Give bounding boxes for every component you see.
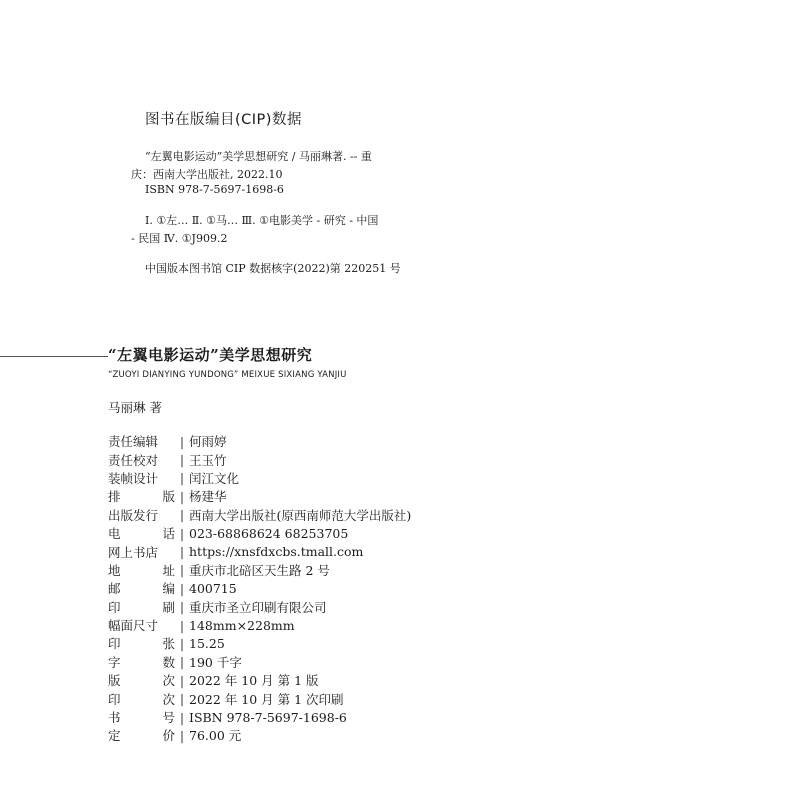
imprint-separator: | bbox=[179, 562, 185, 578]
imprint-label-part: 书 bbox=[108, 710, 121, 726]
imprint-separator: | bbox=[179, 654, 185, 670]
imprint-label-part: 定 bbox=[108, 728, 121, 744]
imprint-row bbox=[108, 634, 668, 652]
imprint-label bbox=[108, 469, 175, 487]
book-title-pinyin: “ZUOYI DIANYING YUNDONG” MEIXUE SIXIANG YANJIU bbox=[108, 370, 347, 380]
imprint-value: 重庆市北碚区天生路 2 号 bbox=[189, 562, 330, 578]
imprint-separator: | bbox=[179, 691, 185, 707]
cip-line-4: Ⅰ. ①左… Ⅱ. ①马… Ⅲ. ①电影美学 - 研究 - 中国 bbox=[145, 214, 379, 227]
imprint-label-part: 出版发行 bbox=[108, 507, 159, 523]
imprint-value: 190 千字 bbox=[189, 654, 242, 670]
imprint-row bbox=[108, 506, 668, 524]
imprint-value: https://xnsfdxcbs.tmall.com bbox=[189, 544, 364, 560]
imprint-list bbox=[108, 432, 668, 745]
imprint-value: 023-68868624 68253705 bbox=[189, 525, 349, 541]
imprint-label bbox=[108, 634, 175, 652]
imprint-row bbox=[108, 487, 668, 505]
imprint-label-part: 网上书店 bbox=[108, 544, 159, 560]
imprint-separator: | bbox=[179, 599, 185, 615]
imprint-label-part: 编 bbox=[162, 581, 175, 597]
imprint-label-part: 印 bbox=[108, 636, 121, 652]
imprint-separator: | bbox=[179, 709, 185, 725]
imprint-label bbox=[108, 561, 175, 579]
imprint-label bbox=[108, 598, 175, 616]
imprint-separator: | bbox=[179, 544, 185, 560]
book-author: 马丽琳 著 bbox=[108, 400, 162, 415]
imprint-row bbox=[108, 616, 668, 634]
imprint-label-part: 价 bbox=[162, 728, 175, 744]
imprint-separator: | bbox=[179, 672, 185, 688]
cip-line-6: 中国版本图书馆 CIP 数据核字(2022)第 220251 号 bbox=[145, 262, 401, 275]
imprint-label-part: 次 bbox=[162, 673, 175, 689]
imprint-value: 148mm×228mm bbox=[189, 617, 295, 633]
imprint-value: 2022 年 10 月 第 1 版 bbox=[189, 673, 319, 689]
imprint-label bbox=[108, 543, 175, 561]
imprint-value: 15.25 bbox=[189, 635, 225, 651]
imprint-separator: | bbox=[179, 452, 185, 468]
imprint-label bbox=[108, 432, 175, 450]
imprint-value: 重庆市圣立印刷有限公司 bbox=[189, 599, 327, 615]
imprint-label bbox=[108, 579, 175, 597]
imprint-label-part: 印 bbox=[108, 599, 121, 615]
imprint-row bbox=[108, 450, 668, 468]
imprint-label-part: 电 bbox=[108, 526, 121, 542]
imprint-row bbox=[108, 469, 668, 487]
imprint-separator: | bbox=[179, 635, 185, 651]
imprint-label-part: 址 bbox=[162, 562, 175, 578]
imprint-label-part: 责任编辑 bbox=[108, 434, 159, 450]
imprint-value: 76.00 元 bbox=[189, 728, 242, 744]
imprint-row bbox=[108, 579, 668, 597]
imprint-label-part: 幅面尺寸 bbox=[108, 618, 159, 634]
imprint-value: 西南大学出版社(原西南师范大学出版社) bbox=[189, 507, 412, 523]
imprint-row bbox=[108, 598, 668, 616]
imprint-label-part: 排 bbox=[108, 489, 121, 505]
imprint-label-part: 版 bbox=[108, 673, 121, 689]
imprint-value: 杨建华 bbox=[189, 489, 227, 505]
imprint-row bbox=[108, 524, 668, 542]
imprint-label-part: 装帧设计 bbox=[108, 470, 159, 486]
imprint-separator: | bbox=[179, 525, 185, 541]
imprint-separator: | bbox=[179, 470, 185, 486]
imprint-label-part: 号 bbox=[162, 710, 175, 726]
imprint-label bbox=[108, 690, 175, 708]
cip-heading: 图书在版编目(CIP)数据 bbox=[145, 112, 302, 128]
imprint-row bbox=[108, 561, 668, 579]
imprint-row bbox=[108, 542, 668, 560]
imprint-label-part: 地 bbox=[108, 562, 121, 578]
imprint-row bbox=[108, 708, 668, 726]
imprint-label bbox=[108, 726, 175, 744]
imprint-label-part: 话 bbox=[162, 526, 175, 542]
title-divider-rule bbox=[0, 356, 108, 357]
book-title: “左翼电影运动”美学思想研究 bbox=[108, 346, 313, 364]
imprint-separator: | bbox=[179, 433, 185, 449]
cip-line-2: 庆：西南大学出版社, 2022.10 bbox=[131, 168, 283, 181]
imprint-separator: | bbox=[179, 507, 185, 523]
imprint-separator: | bbox=[179, 727, 185, 743]
imprint-value: 2022 年 10 月 第 1 次印刷 bbox=[189, 691, 344, 707]
imprint-label bbox=[108, 524, 175, 542]
imprint-label-part: 责任校对 bbox=[108, 452, 159, 468]
imprint-row bbox=[108, 689, 668, 707]
imprint-label bbox=[108, 671, 175, 689]
imprint-label-part: 数 bbox=[162, 654, 175, 670]
imprint-label-part: 刷 bbox=[162, 599, 175, 615]
imprint-label bbox=[108, 451, 175, 469]
cip-line-1: “左翼电影运动”美学思想研究 / 马丽琳著. -- 重 bbox=[145, 150, 372, 163]
imprint-separator: | bbox=[179, 580, 185, 596]
cip-line-5: - 民国 Ⅳ. ①J909.2 bbox=[131, 232, 228, 245]
imprint-label-part: 邮 bbox=[108, 581, 121, 597]
imprint-label-part: 字 bbox=[108, 654, 121, 670]
imprint-value: 何雨婷 bbox=[189, 434, 227, 450]
imprint-row bbox=[108, 671, 668, 689]
imprint-label-part: 版 bbox=[162, 489, 175, 505]
imprint-label bbox=[108, 506, 175, 524]
imprint-label-part: 次 bbox=[162, 691, 175, 707]
imprint-value: ISBN 978-7-5697-1698-6 bbox=[189, 709, 347, 725]
imprint-separator: | bbox=[179, 617, 185, 633]
imprint-row bbox=[108, 432, 668, 450]
imprint-value: 闰江文化 bbox=[189, 470, 240, 486]
imprint-label bbox=[108, 708, 175, 726]
imprint-label bbox=[108, 616, 175, 634]
imprint-separator: | bbox=[179, 488, 185, 504]
imprint-value: 王玉竹 bbox=[189, 452, 227, 468]
imprint-label bbox=[108, 653, 175, 671]
imprint-label-part: 张 bbox=[162, 636, 175, 652]
imprint-value: 400715 bbox=[189, 580, 237, 596]
imprint-label bbox=[108, 487, 175, 505]
imprint-label-part: 印 bbox=[108, 691, 121, 707]
imprint-row bbox=[108, 726, 668, 744]
cip-line-3: ISBN 978-7-5697-1698-6 bbox=[145, 183, 284, 196]
imprint-row bbox=[108, 653, 668, 671]
